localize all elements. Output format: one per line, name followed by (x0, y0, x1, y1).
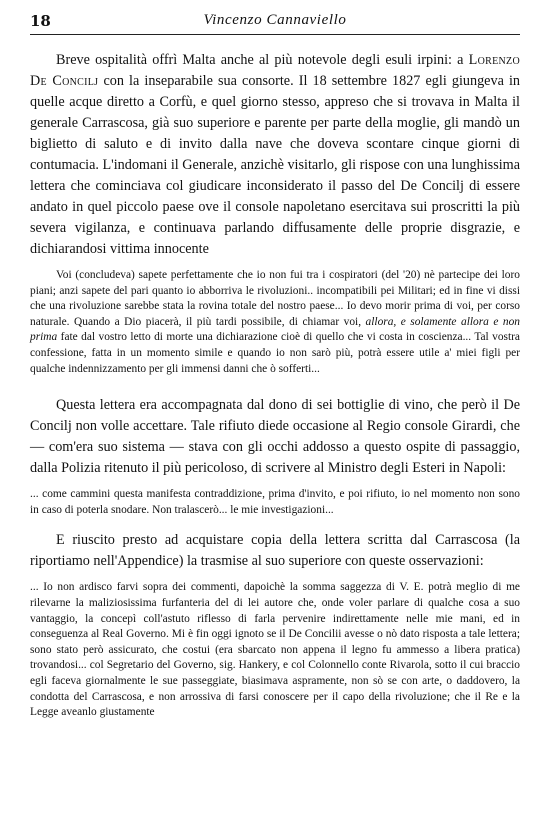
quotation-1-emphasis: allora, e solamente allora e non prima (30, 315, 520, 344)
paragraph-1-text-a: Breve ospitalità offrì Malta anche al più notevole degli esuli irpini: a (56, 52, 469, 68)
paragraph-2: Questa lettera era accompagnata dal dono di sei bottiglie di vino, che però il De Concilj non volle accettare. Tale rifiuto diede occasione al Regio console Girardi, che — com'era suo sistema — stava con gli occhi addosso a questo ospite di passaggio, dalla Polizia ritenuto il più pericoloso, di scrivere al Ministro degli Esteri in Napoli: (30, 397, 520, 477)
paragraph-3: E riuscito presto ad acquistare copia della lettera scritta dal Carrascosa (la riportiamo nell'Appendice) la trasmise al suo superiore con queste osservazioni: (30, 532, 520, 570)
quotation-1-text-b: fate dal vostro letto di morte una dichiarazione cioè di quello che vi costa in coscienza... Tal vostra confessione, fatta in un momento simile e quando io non sarò più, potrà essere utile a' miei figli per qualche indennizzamento per gli immensi danni che ò sofferti... (30, 331, 520, 375)
page-header (30, 12, 520, 34)
header-rule (30, 34, 520, 35)
person-name: Lorenzo De Concilj (30, 52, 520, 89)
quotation-2: ... come cammini questa manifesta contraddizione, prima d'invito, e poi rifiuto, io nel momento non sono in caso di poterla snodare. Non tralascerò... le mie investigazioni... (30, 488, 520, 516)
paragraph-1-text-b: con la inseparabile sua consorte. Il 18 settembre 1827 egli giungeva in quelle acque diretto a Corfù, e quel giorno stesso, appreso che si trovava in Malta il generale Carrascosa, già suo superiore e parente per parte della moglie, gli mandò un biglietto di saluto e di invito dalla nave che doveva scontare cinque giorni di contumacia. L'indomani il Generale, anzichè visitarlo, gli rispose con una lunghissima lettera che cominciava col giudicare inconsiderato il passo del De Concilj di essere andato in quel piccolo paese ove il console napoletano esercitava sui proscritti la più severa vigilanza, e continuava parlando diffusamente delle proprie disgrazie, e dichiarandosi vittima innocente (30, 73, 520, 257)
quotation-1-text-a: Voi (concludeva) sapete perfettamente che io non fui tra i cospiratori (del '20) nè partecipe dei loro piani; anzi sapete del pari quanto io abborriva le rivoluzioni.. incompatibili pei Militari; ed in fine vi dissi che una rivoluzione sarebbe stata la rovina totale del nostro paese... Io devo morir prima di voi, per corso naturale. Quando a Dio piacerà, il più tardi possibile, di chiamar voi, (30, 269, 520, 328)
quotation-1 (30, 268, 520, 377)
paragraph-1 (30, 50, 520, 260)
quotation-3: ... Io non ardisco farvi sopra dei commenti, dapoichè la somma saggezza di V. E. potrà meglio di me rilevarne la maliziosissima furfanteria del di lei autore che, onde voler parlare di qualche cosa a suo vantaggio, la concepì coll'astuto riflesso di farla pervenire indirettamente nelle mie mani, ed in conseguenza al Real Governo. Mi è fin oggi ignoto se il De Concilii avesse o nò dato risposta a tale lettera; sono stato però assicurato, che costui (era sbarcato non appena il legno fu ammesso a libera pratica) trovandosi... col Segretario del Governo, sig. Hankery, e col Colonnello conte Rivarola, sotto il cui braccio egli faceva giornalmente le sue passeggiate, biasimava aspramente, non sò se con arte, o daddovero, la condotta del Carrascosa, e non arrossiva di farsi conoscere per il capo della rivoluzione; che il Re e la Legge aveanlo giustamente (30, 581, 520, 719)
running-head: Vincenzo Cannaviello (203, 12, 347, 28)
page-number: 18 (30, 12, 51, 30)
book-page (30, 12, 520, 721)
